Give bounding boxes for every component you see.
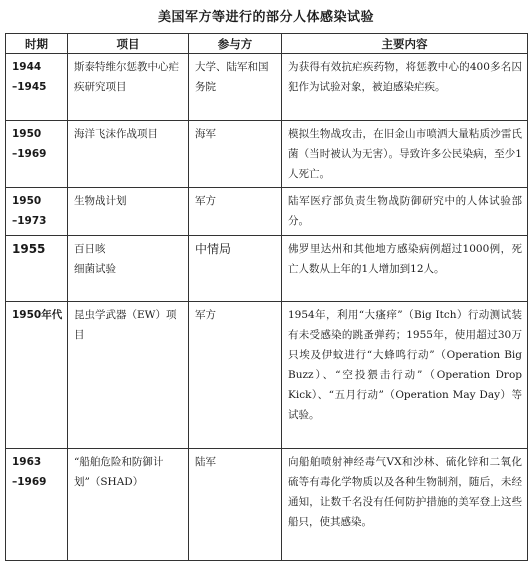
period-cell: 1950年代 [6, 302, 68, 449]
header-content: 主要内容 [282, 34, 528, 54]
project-cell: 斯泰特维尔惩教中心疟疾研究项目 [68, 54, 189, 121]
content-cell: 向船舶喷射神经毒气VX和沙林、硫化锌和二氧化硫等有毒化学物质以及各种生物制剂，随后，未经通知，让数千名没有任何防护措施的美军登上这些船只，使其感染。 [282, 449, 528, 561]
header-project: 项目 [68, 34, 189, 54]
party-cell: 军方 [189, 188, 282, 236]
content-cell: 1954年，利用“大瘙痒”（Big Itch）行动测试装有未受感染的跳蚤弹药；1955年，使用超过30万只埃及伊蚊进行“大蜂鸣行动”（Operation Big Buzz）、“空投猥击行动”（Operation Drop Kick）、“五月行动”（Operation May Day）等试验。 [282, 302, 528, 449]
party-cell: 陆军 [189, 449, 282, 561]
table-row [6, 121, 528, 188]
period-cell: 1955 [6, 236, 68, 302]
period-cell: 1950 –1973 [6, 188, 68, 236]
table-row [6, 188, 528, 236]
project-cell: 海洋飞沫作战项目 [68, 121, 189, 188]
table-title: 美国军方等进行的部分人体感染试验 [157, 10, 374, 25]
table-row [6, 449, 528, 561]
content-cell: 佛罗里达州和其他地方感染病例超过1000例，死亡人数从上年的1人增加到12人。 [282, 236, 528, 302]
project-cell: 生物战计划 [68, 188, 189, 236]
experiments-table [5, 33, 528, 561]
table-row [6, 302, 528, 449]
content-cell: 为获得有效抗疟疾药物，将惩教中心的400多名囚犯作为试验对象，被迫感染疟疾。 [282, 54, 528, 121]
party-cell: 大学、陆军和国务院 [189, 54, 282, 121]
content-cell: 模拟生物战攻击，在旧金山市喷洒大量粘质沙雷氏菌（当时被认为无害）。导致许多公民染病，至少1人死亡。 [282, 121, 528, 188]
project-cell: 百日咳 细菌试验 [68, 236, 189, 302]
project-cell: “船舶危险和防御计划”（SHAD） [68, 449, 189, 561]
table-row [6, 236, 528, 302]
party-cell: 军方 [189, 302, 282, 449]
period-cell: 1950 –1969 [6, 121, 68, 188]
period-cell: 1963 –1969 [6, 449, 68, 561]
project-cell: 昆虫学武器（EW）项目 [68, 302, 189, 449]
table-row [6, 54, 528, 121]
content-cell: 陆军医疗部负责生物战防御研究中的人体试验部分。 [282, 188, 528, 236]
party-cell: 海军 [189, 121, 282, 188]
party-cell: 中情局 [189, 236, 282, 302]
header-party: 参与方 [189, 34, 282, 54]
header-period: 时期 [6, 34, 68, 54]
period-cell: 1944 –1945 [6, 54, 68, 121]
header-row [6, 34, 528, 54]
